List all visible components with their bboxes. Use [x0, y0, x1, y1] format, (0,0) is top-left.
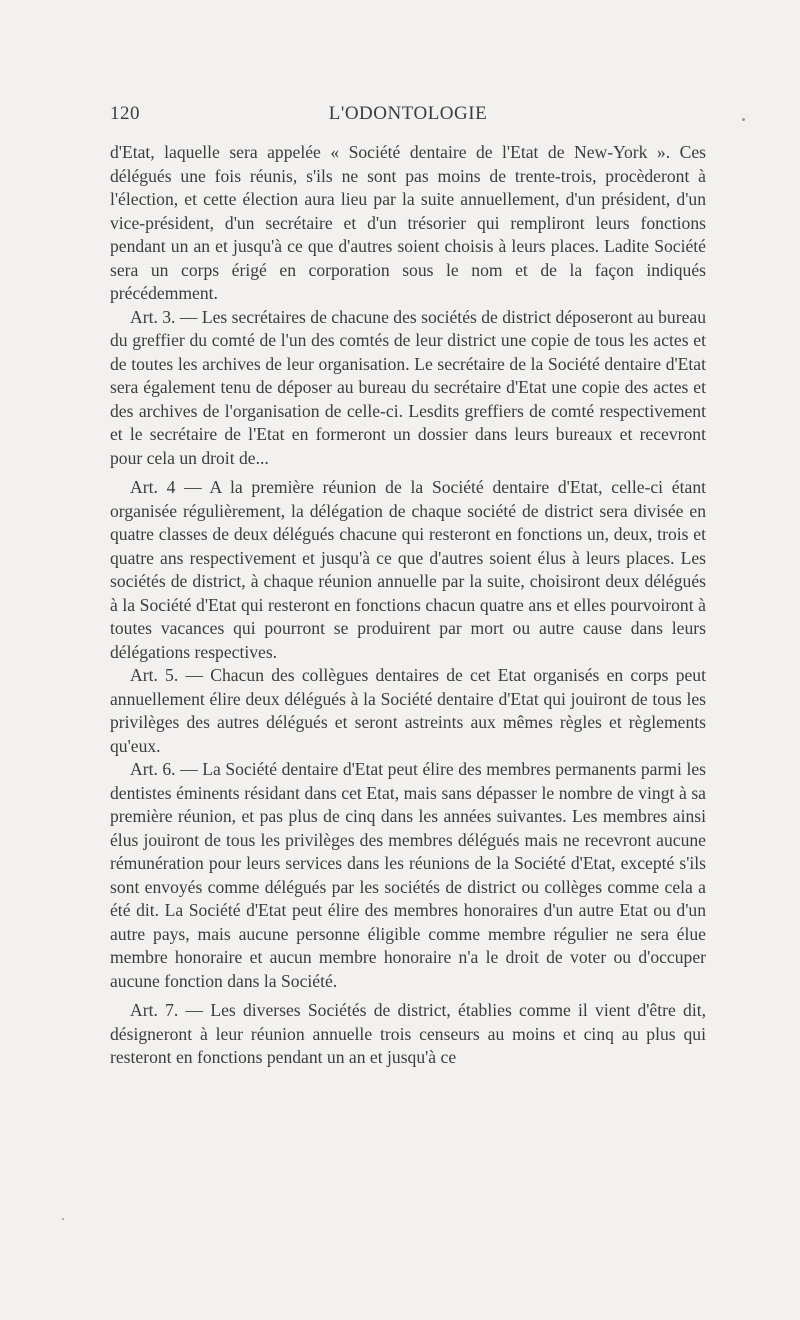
- page-number: 120: [110, 103, 140, 124]
- running-head: [110, 103, 706, 133]
- paragraph-article-7: Art. 7. — Les diverses Sociétés de district, établies comme il vient d'être dit, désigneront à leur réunion annuelle trois censeurs au moins et cinq au plus qui resteront en fonctions pendant un an et jusqu'à ce: [110, 1000, 706, 1067]
- journal-title: L'ODONTOLOGIE: [328, 103, 488, 124]
- paper-speck: [742, 118, 745, 121]
- body-text: [110, 141, 706, 1070]
- paragraph-article-3: Art. 3. — Les secrétaires de chacune des sociétés de district déposeront au bureau du greffier du comté de l'un des comtés de leur district une copie de tous les actes et de toutes les archives de leur organisation. Le secrétaire de la Société dentaire d'Etat sera également tenu de déposer au bureau du secrétaire d'Etat une copie des actes et des archives de l'organisation de celle-ci. Lesdits greffiers de comté respectivement et le secrétaire de l'Etat en formeront un dossier dans leurs bureaux et recevront pour cela un droit de...: [110, 306, 706, 468]
- paragraph-article-5: Art. 5. — Chacun des collègues dentaires de cet Etat organisés en corps peut annuellement élire deux délégués à la Société dentaire d'Etat qui jouiront de tous les privilèges des autres délégués et seront astreints aux mêmes règles et règlements qu'eux.: [110, 665, 706, 756]
- paragraph-article-4: Art. 4 — A la première réunion de la Société dentaire d'Etat, celle-ci étant organisée régulièrement, la délégation de chaque société de district sera divisée en quatre classes de deux délégués chacune qui resteront en fonctions un, deux, trois et quatre ans respectivement et jusqu'à ce que d'autres soient élus à leurs places. Les sociétés de district, à chaque réunion annuelle par la suite, choisiront deux délégués à la Société d'Etat qui resteront en fonctions chacun quatre ans et elles pourvoiront à toutes vacances qui pourront se produirent par mort ou autre cause dans leurs délégations respectives.: [110, 477, 706, 662]
- paragraph-continuation: d'Etat, laquelle sera appelée « Société dentaire de l'Etat de New-York ». Ces délégués une fois réunis, s'ils ne sont pas moins de trente-trois, procèderont à l'élection, et cette élection aura lieu par la suite annuellement, d'un président, d'un vice-président, d'un secrétaire et d'un trésorier qui rempliront leurs fonctions pendant un an et jusqu'à ce que d'autres soient choisis à leurs places. Ladite Société sera un corps érigé en corporation sous le nom et de la façon indiqués précédemment.: [110, 142, 706, 303]
- paragraph-article-6: Art. 6. — La Société dentaire d'Etat peut élire des membres permanents parmi les dentistes éminents résidant dans cet Etat, mais sans dépasser le nombre de vingt à sa première réunion, et pas plus de cinq dans les années suivantes. Les membres ainsi élus jouiront de tous les privilèges des membres délégués mais ne recevront aucune rémunération pour leurs services dans les réunions de la Société d'Etat, excepté s'ils sont envoyés comme délégués par les sociétés de district ou collèges comme cela a été dit. La Société d'Etat peut élire des membres honoraires d'un autre Etat ou d'un autre pays, mais aucune personne éligible comme membre régulier ne sera élue membre honoraire et aucun membre honoraire n'a le droit de voter ou d'occuper aucune fonction dans la Société.: [110, 759, 706, 991]
- paper-speck: [62, 1218, 64, 1220]
